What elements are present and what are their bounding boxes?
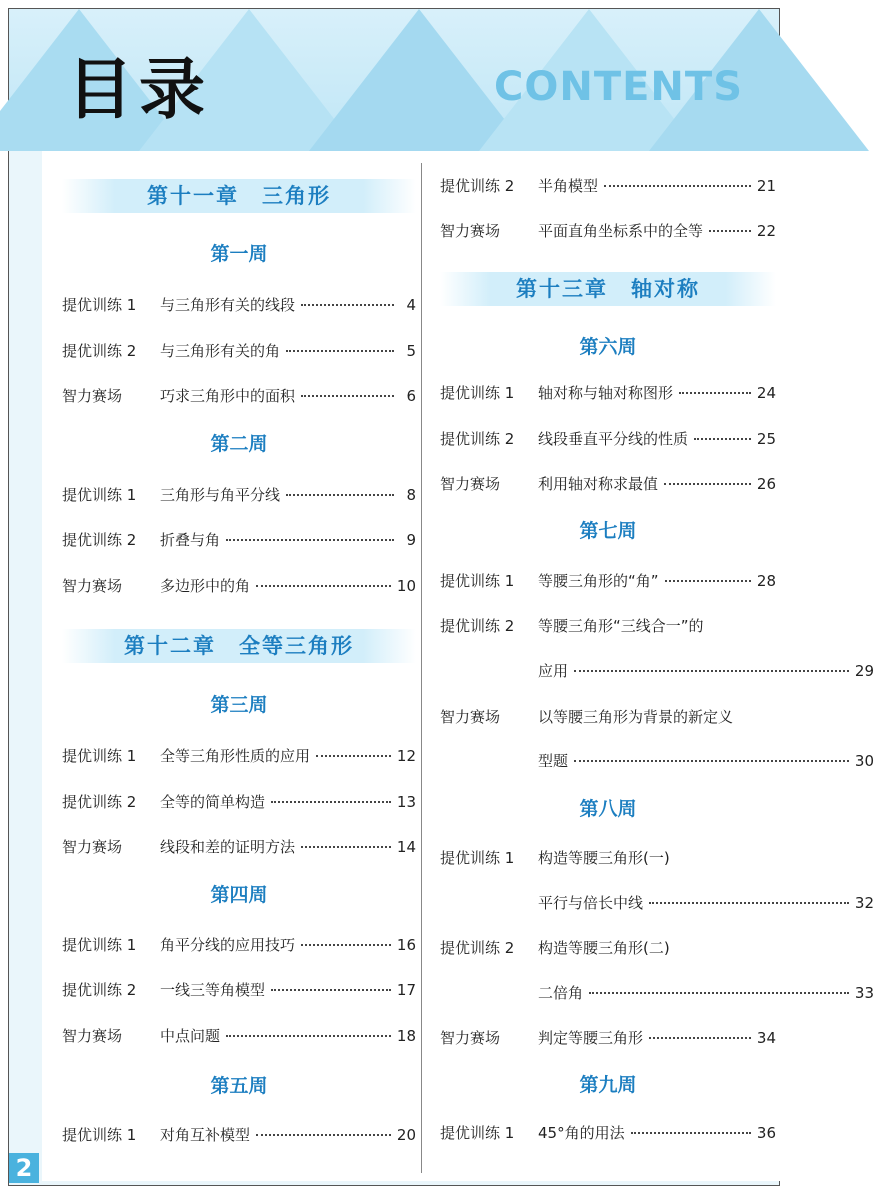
entry-title: 三角形与角平分线 <box>160 486 281 504</box>
toc-entry-continuation[interactable] <box>440 659 874 683</box>
toc-entry[interactable] <box>62 293 416 317</box>
entry-title: 应用 <box>538 662 569 680</box>
leader-dots <box>665 579 751 582</box>
leader-dots <box>664 482 751 485</box>
leader-dots <box>271 988 391 991</box>
toc-entry[interactable] <box>62 528 416 552</box>
toc-entry[interactable] <box>440 1026 776 1050</box>
entry-title: 等腰三角形“三线合一”的 <box>538 617 704 635</box>
week-heading[interactable]: 第五周 <box>210 1075 268 1097</box>
entry-label: 提优训练 2 <box>62 342 137 360</box>
toc-entry[interactable] <box>62 384 416 408</box>
entry-title: 平面直角坐标系中的全等 <box>538 222 704 240</box>
entry-label: 提优训练 1 <box>62 296 137 314</box>
toc-entry[interactable] <box>62 933 416 957</box>
entry-page: 30 <box>854 752 874 770</box>
leader-dots <box>574 669 849 672</box>
entry-label: 智力赛场 <box>440 222 501 240</box>
header-band <box>9 9 779 151</box>
leader-dots <box>226 538 394 541</box>
entry-title: 构造等腰三角形(一) <box>538 849 670 867</box>
entry-title: 线段和差的证明方法 <box>160 838 296 856</box>
chapter-heading[interactable]: 第十一章 三角形 <box>62 179 416 213</box>
entry-title: 以等腰三角形为背景的新定义 <box>538 708 734 726</box>
entry-label: 智力赛场 <box>440 475 501 493</box>
toc-entry[interactable] <box>440 174 776 198</box>
leader-dots <box>286 493 394 496</box>
entry-label: 提优训练 2 <box>62 793 137 811</box>
entry-title: 与三角形有关的角 <box>160 342 281 360</box>
leader-dots <box>679 391 751 394</box>
leader-dots <box>574 759 849 762</box>
entry-page: 16 <box>396 936 416 954</box>
entry-page: 5 <box>406 342 416 360</box>
entry-page: 28 <box>756 572 776 590</box>
entry-label: 提优训练 2 <box>440 617 515 635</box>
leader-dots <box>631 1131 751 1134</box>
entry-title: 轴对称与轴对称图形 <box>538 384 674 402</box>
entry-page: 32 <box>854 894 874 912</box>
toc-entry[interactable] <box>440 427 776 451</box>
entry-label: 提优训练 1 <box>62 747 137 765</box>
entry-title: 多边形中的角 <box>160 577 251 595</box>
entry-title: 判定等腰三角形 <box>538 1029 644 1047</box>
entry-page: 21 <box>756 177 776 195</box>
week-heading[interactable]: 第八周 <box>579 798 637 820</box>
toc-entry[interactable] <box>62 744 416 768</box>
toc-entry[interactable] <box>62 790 416 814</box>
leader-dots <box>709 229 751 232</box>
toc-entry[interactable] <box>62 339 416 363</box>
entry-label: 提优训练 1 <box>62 936 137 954</box>
week-heading[interactable]: 第九周 <box>579 1074 637 1096</box>
entry-label: 智力赛场 <box>62 1027 123 1045</box>
entry-page: 4 <box>406 296 416 314</box>
entry-title: 折叠与角 <box>160 531 221 549</box>
leader-dots <box>589 991 849 994</box>
entry-label: 智力赛场 <box>440 708 501 726</box>
leader-dots <box>301 845 391 848</box>
toc-entry[interactable] <box>62 1123 416 1147</box>
entry-label: 提优训练 1 <box>440 849 515 867</box>
week-heading[interactable]: 第四周 <box>210 884 268 906</box>
entry-page: 26 <box>756 475 776 493</box>
entry-page: 9 <box>406 531 416 549</box>
entry-title: 等腰三角形的“角” <box>538 572 659 590</box>
entry-page: 33 <box>854 984 874 1002</box>
entry-title: 平行与倍长中线 <box>538 894 644 912</box>
leader-dots <box>316 754 391 757</box>
leader-dots <box>271 800 391 803</box>
toc-entry[interactable] <box>440 381 776 405</box>
week-heading[interactable]: 第六周 <box>579 336 637 358</box>
toc-panel <box>42 151 874 1181</box>
entry-title: 利用轴对称求最值 <box>538 475 659 493</box>
toc-entry-continuation[interactable] <box>440 981 874 1005</box>
week-heading[interactable]: 第三周 <box>210 694 268 716</box>
entry-label: 智力赛场 <box>62 577 123 595</box>
chapter-heading[interactable]: 第十三章 轴对称 <box>440 272 776 306</box>
entry-page: 12 <box>396 747 416 765</box>
entry-label: 提优训练 1 <box>440 1124 515 1142</box>
leader-dots <box>649 901 849 904</box>
entry-title: 构造等腰三角形(二) <box>538 939 670 957</box>
entry-label: 智力赛场 <box>62 838 123 856</box>
entry-title: 45°角的用法 <box>538 1124 625 1142</box>
entry-title: 型题 <box>538 752 569 770</box>
toc-entry[interactable] <box>62 483 416 507</box>
entry-title: 角平分线的应用技巧 <box>160 936 296 954</box>
page-number: 2 <box>9 1153 39 1183</box>
entry-title: 全等的简单构造 <box>160 793 266 811</box>
entry-label: 提优训练 2 <box>62 531 137 549</box>
entry-title: 一线三等角模型 <box>160 981 266 999</box>
page-frame <box>8 8 874 1186</box>
entry-page: 20 <box>396 1126 416 1144</box>
toc-entry[interactable] <box>440 614 776 638</box>
entry-page: 22 <box>756 222 776 240</box>
leader-dots <box>694 437 751 440</box>
entry-page: 8 <box>406 486 416 504</box>
entry-page: 18 <box>396 1027 416 1045</box>
entry-label: 提优训练 1 <box>440 572 515 590</box>
toc-entry[interactable] <box>440 705 776 729</box>
toc-entry[interactable] <box>440 1121 776 1145</box>
entry-page: 36 <box>756 1124 776 1142</box>
toc-entry[interactable] <box>62 835 416 859</box>
entry-label: 提优训练 1 <box>62 1126 137 1144</box>
leader-dots <box>256 584 391 587</box>
toc-entry[interactable] <box>440 472 776 496</box>
toc-entry[interactable] <box>440 936 776 960</box>
entry-label: 智力赛场 <box>440 1029 501 1047</box>
week-heading[interactable]: 第七周 <box>579 520 637 542</box>
toc-entry[interactable] <box>62 1024 416 1048</box>
toc-entry[interactable] <box>62 978 416 1002</box>
page-title: 目录 <box>67 51 211 128</box>
week-heading[interactable]: 第一周 <box>210 243 268 265</box>
leader-dots <box>226 1034 391 1037</box>
entry-page: 10 <box>396 577 416 595</box>
entry-label: 提优训练 2 <box>440 430 515 448</box>
toc-entry[interactable] <box>440 569 776 593</box>
leader-dots <box>301 394 394 397</box>
entry-label: 智力赛场 <box>62 387 123 405</box>
toc-entry[interactable] <box>440 219 776 243</box>
entry-title: 巧求三角形中的面积 <box>160 387 296 405</box>
entry-page: 13 <box>396 793 416 811</box>
entry-label: 提优训练 1 <box>62 486 137 504</box>
entry-title: 中点问题 <box>160 1027 221 1045</box>
toc-entry-continuation[interactable] <box>440 749 874 773</box>
entry-page: 24 <box>756 384 776 402</box>
leader-dots <box>649 1036 751 1039</box>
contents-label: CONTENTS <box>493 64 743 110</box>
entry-page: 34 <box>756 1029 776 1047</box>
entry-label: 提优训练 1 <box>440 384 515 402</box>
leader-dots <box>604 184 751 187</box>
leader-dots <box>256 1133 391 1136</box>
entry-page: 6 <box>406 387 416 405</box>
entry-title: 二倍角 <box>538 984 584 1002</box>
leader-dots <box>286 349 394 352</box>
entry-title: 对角互补模型 <box>160 1126 251 1144</box>
week-heading[interactable]: 第二周 <box>210 433 268 455</box>
column-divider <box>421 163 422 1173</box>
entry-page: 29 <box>854 662 874 680</box>
entry-page: 17 <box>396 981 416 999</box>
toc-entry[interactable] <box>440 846 776 870</box>
toc-entry-continuation[interactable] <box>440 891 874 915</box>
chapter-heading[interactable]: 第十二章 全等三角形 <box>62 629 416 663</box>
entry-page: 25 <box>756 430 776 448</box>
entry-label: 提优训练 2 <box>440 177 515 195</box>
entry-title: 全等三角形性质的应用 <box>160 747 311 765</box>
leader-dots <box>301 943 391 946</box>
toc-entry[interactable] <box>62 574 416 598</box>
entry-page: 14 <box>396 838 416 856</box>
entry-label: 提优训练 2 <box>62 981 137 999</box>
leader-dots <box>301 303 394 306</box>
entry-title: 与三角形有关的线段 <box>160 296 296 314</box>
entry-title: 线段垂直平分线的性质 <box>538 430 689 448</box>
entry-title: 半角模型 <box>538 177 599 195</box>
entry-label: 提优训练 2 <box>440 939 515 957</box>
